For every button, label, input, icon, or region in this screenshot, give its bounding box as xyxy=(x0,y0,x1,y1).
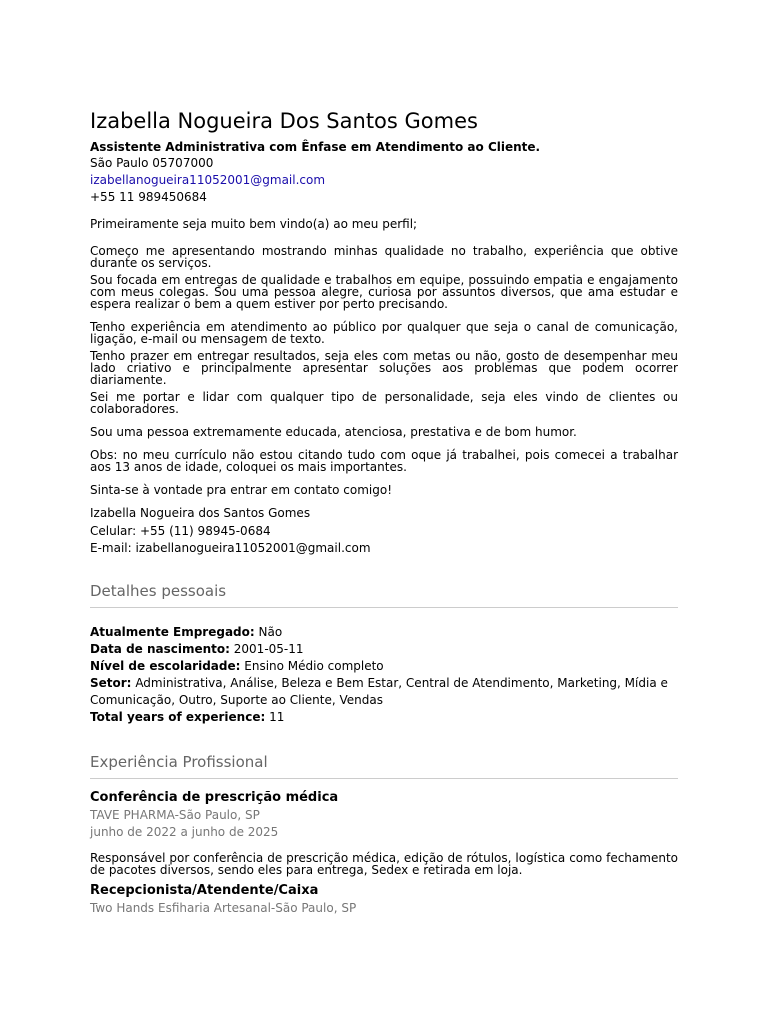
intro-paragraph: Sei me portar e lidar com qualquer tipo de personalidade, seja eles vindo de clientes ou colaboradores. xyxy=(90,390,678,416)
detail-label: Total years of experience: xyxy=(90,709,266,724)
intro-paragraph: Primeiramente seja muito bem vindo(a) ao meu perfil; xyxy=(90,217,418,231)
job-location: -São Paulo, SP xyxy=(270,900,357,915)
detail-label: Nível de escolaridade: xyxy=(90,658,241,673)
candidate-location: São Paulo 05707000 xyxy=(90,156,214,170)
job-period: junho de 2022 a junho de 2025 xyxy=(90,824,279,839)
signature-phone: Celular: +55 (11) 98945-0684 xyxy=(90,523,271,538)
detail-employed xyxy=(90,624,678,641)
personal-details-section xyxy=(90,581,678,726)
candidate-phone: +55 11 989450684 xyxy=(90,190,207,204)
section-divider xyxy=(90,607,678,608)
intro-paragraph: Tenho experiência em atendimento ao público por qualquer que seja o canal de comunicação, ligação, e-mail ou mensagem de texto. xyxy=(90,320,678,346)
job-company-line xyxy=(90,900,678,917)
resume-page xyxy=(90,108,678,917)
job-title: Recepcionista/Atendente/Caixa xyxy=(90,882,319,898)
detail-value: Não xyxy=(258,624,283,639)
job-entry xyxy=(90,789,678,876)
detail-value: 11 xyxy=(269,709,285,724)
intro-paragraph: Tenho prazer em entregar resultados, seja eles com metas ou não, gosto de desempenhar meu lado criativo e principalmente apresentar soluções aos problemas que podem ocorrer diariamente. xyxy=(90,349,678,387)
job-location: -São Paulo, SP xyxy=(174,807,260,822)
section-title-personal: Detalhes pessoais xyxy=(90,581,227,600)
detail-value: Ensino Médio completo xyxy=(244,658,384,673)
job-company: Two Hands Esfiharia Artesanal xyxy=(90,900,271,915)
detail-birthdate xyxy=(90,641,678,658)
intro-paragraph: Começo me apresentando mostrando minhas qualidade no trabalho, experiência que obtive durante os serviços. xyxy=(90,244,678,270)
candidate-headline: Assistente Administrativa com Ênfase em Atendimento ao Cliente. xyxy=(90,140,541,154)
intro-paragraph: Obs: no meu currículo não estou citando tudo com oque já trabalhei, pois comecei a trabalhar aos 13 anos de idade, coloquei os mais importantes. xyxy=(90,448,678,474)
detail-value: Administrativa, Análise, Beleza e Bem Estar, Central de Atendimento, Marketing, Mídia e Comunicação, Outro, Suporte ao Cliente, Vendas xyxy=(90,675,668,707)
detail-label: Atualmente Empregado: xyxy=(90,624,255,639)
signature-name: Izabella Nogueira dos Santos Gomes xyxy=(90,506,311,520)
job-title: Conferência de prescrição médica xyxy=(90,789,339,805)
experience-section xyxy=(90,752,678,917)
signature-email: E-mail: izabellanogueira11052001@gmail.com xyxy=(90,541,371,555)
intro-paragraph: Sou focada em entregas de qualidade e trabalhos em equipe, possuindo empatia e engajamento com meus colegas. Sou uma pessoa alegre, curiosa por assuntos diversos, que ama estudar e espera realizar o bem a quem estiver por perto precisando. xyxy=(90,273,678,311)
candidate-email-link[interactable]: izabellanogueira11052001@gmail.com xyxy=(90,173,326,187)
job-entry xyxy=(90,882,678,917)
intro-text xyxy=(90,218,678,496)
detail-education xyxy=(90,658,678,675)
intro-paragraph: Sinta-se à vontade pra entrar em contato comigo! xyxy=(90,483,393,497)
detail-sector xyxy=(90,675,678,709)
job-company: TAVE PHARMA xyxy=(90,807,175,822)
job-company-line xyxy=(90,807,678,824)
detail-label: Data de nascimento: xyxy=(90,641,230,656)
signature-block xyxy=(90,505,678,558)
candidate-name: Izabella Nogueira Dos Santos Gomes xyxy=(90,109,478,133)
detail-years-experience xyxy=(90,709,678,726)
job-description: Responsável por conferência de prescrição médica, edição de rótulos, logística como fechamento de pacotes diversos, sendo eles para entrega, Sedex e retirada em loja. xyxy=(90,850,678,877)
detail-value: 2001-05-11 xyxy=(233,641,304,656)
section-title-experience: Experiência Profissional xyxy=(90,752,268,771)
section-divider xyxy=(90,778,678,779)
personal-details-list xyxy=(90,624,678,726)
intro-paragraph: Sou uma pessoa extremamente educada, atenciosa, prestativa e de bom humor. xyxy=(90,425,577,439)
detail-label: Setor: xyxy=(90,675,132,690)
